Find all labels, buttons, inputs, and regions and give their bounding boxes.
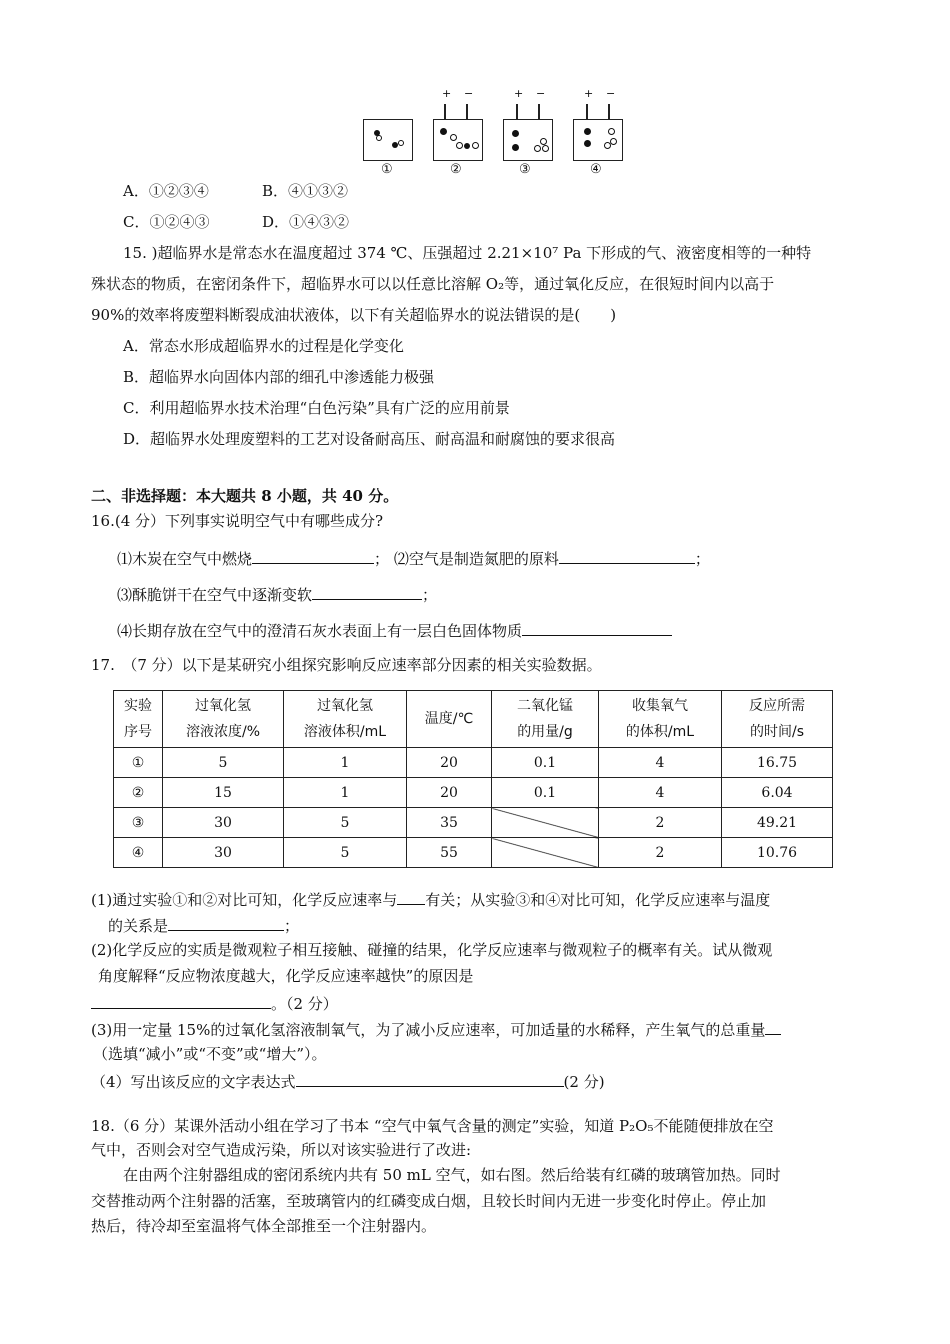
table-cell: 1 xyxy=(284,748,407,778)
q17-sub-1-line-2: 的关系是 ； xyxy=(108,914,299,936)
table-row xyxy=(114,838,833,868)
table-cell: 2 xyxy=(599,808,722,838)
table-row xyxy=(114,778,833,808)
table-cell: 2 xyxy=(599,838,722,868)
q17-sub-3-line-1: (3)用一定量 15%的过氧化氢溶液制氧气，为了减小反应速率，可加适量的水稀释，产生氧气的总重量 xyxy=(91,1018,781,1040)
q15-option-c: C．利用超临界水技术治理“白色污染”具有广泛的应用前景 xyxy=(123,399,510,417)
table-cell: 30 xyxy=(163,808,284,838)
table-cell: 49.21 xyxy=(722,808,833,838)
header-cell: 二氧化锰 的用量/g xyxy=(492,691,599,748)
table-cell: ② xyxy=(114,778,163,808)
table-cell: 6.04 xyxy=(722,778,833,808)
q18-stem-line-1: 18.（6 分）某课外活动小组在学习了书本 “空气中氧气含量的测定”实验，知道 P₂O₅不能随便排放在空 xyxy=(91,1117,774,1135)
table-cell: ③ xyxy=(114,808,163,838)
table-cell: 5 xyxy=(163,748,284,778)
header-cell: 过氧化氢 溶液浓度/% xyxy=(163,691,284,748)
q15-option-d: D．超临界水处理废塑料的工艺对设备耐高压、耐高温和耐腐蚀的要求很高 xyxy=(123,430,616,448)
q15-stem-line-1: 15. )超临界水是常态水在温度超过 374 ℃、压强超过 2.21×10⁷ Pa 下形成的气、液密度相等的一种特 xyxy=(123,244,812,262)
table-cell: 0.1 xyxy=(492,778,599,808)
table-cell: 4 xyxy=(599,748,722,778)
table-cell: 20 xyxy=(407,748,492,778)
header-cell: 过氧化氢 溶液体积/mL xyxy=(284,691,407,748)
q17-sub-4: （4）写出该反应的文字表达式 (2 分) xyxy=(91,1070,605,1092)
diagram-box-1 xyxy=(363,119,413,161)
q14-option-d: D．①④③② xyxy=(262,213,350,231)
diagram-label-2: ② xyxy=(450,162,462,177)
table-cell: 5 xyxy=(284,808,407,838)
q17-sub-2-line-1: (2)化学反应的实质是微观粒子相互接触、碰撞的结果，化学反应速率与微观粒子的概率有关。试从微观 xyxy=(91,941,773,959)
q17-sub-2-line-3: 。（2 分） xyxy=(91,992,338,1014)
table-cell: 30 xyxy=(163,838,284,868)
q15-stem-line-3: 90%的效率将废塑料断裂成油状液体，以下有关超临界水的说法错误的是( ) xyxy=(91,306,617,324)
diagram-box-4: + − xyxy=(573,119,623,161)
table-header-row xyxy=(114,691,833,748)
q14-option-a: A．①②③④ xyxy=(123,182,209,200)
table-cell: 0.1 xyxy=(492,748,599,778)
table-row xyxy=(114,808,833,838)
section-2-title: 二、非选择题：本大题共 8 小题，共 40 分。 xyxy=(91,487,399,505)
experiment-data-table xyxy=(113,690,833,868)
q15-option-a: A．常态水形成超临界水的过程是化学变化 xyxy=(123,337,404,355)
q16-part-3: ⑶酥脆饼干在空气中逐渐变软 ； xyxy=(117,583,437,605)
q15-option-b: B．超临界水向固体内部的细孔中渗透能力极强 xyxy=(123,368,435,386)
q18-stem-line-3: 在由两个注射器组成的密闭系统内共有 50 mL 空气，如右图。然后给装有红磷的玻璃管加热。同时 xyxy=(123,1166,781,1184)
q14-option-b: B．④①③② xyxy=(262,182,349,200)
table-cell: 20 xyxy=(407,778,492,808)
table-cell: 55 xyxy=(407,838,492,868)
table-cell-empty xyxy=(492,808,599,838)
diagram-label-4: ④ xyxy=(590,162,602,177)
q16-part-4: ⑷长期存放在空气中的澄清石灰水表面上有一层白色固体物质 xyxy=(117,619,672,641)
table-cell: ④ xyxy=(114,838,163,868)
header-cell: 收集氧气 的体积/mL xyxy=(599,691,722,748)
q17-sub-3-line-2: （选填“减小”或“不变”或“增大”）。 xyxy=(93,1045,327,1063)
diagram-box-3: + − xyxy=(503,119,553,161)
table-row xyxy=(114,748,833,778)
table-cell: 1 xyxy=(284,778,407,808)
table-cell: 4 xyxy=(599,778,722,808)
q16-part-1: ⑴木炭在空气中燃烧 ； ⑵空气是制造氮肥的原料 ； xyxy=(117,547,710,569)
table-cell: ① xyxy=(114,748,163,778)
diagram-label-1: ① xyxy=(381,162,393,177)
header-cell: 反应所需 的时间/s xyxy=(722,691,833,748)
table-cell: 15 xyxy=(163,778,284,808)
q15-stem-line-2: 殊状态的物质，在密闭条件下，超临界水可以以任意比溶解 O₂等，通过氧化反应，在很短时间内以高于 xyxy=(91,275,775,293)
q14-option-c: C．①②④③ xyxy=(123,213,210,231)
q16-stem: 16.(4 分）下列事实说明空气中有哪些成分? xyxy=(91,512,384,530)
table-cell: 16.75 xyxy=(722,748,833,778)
q18-stem-line-4: 交替推动两个注射器的活塞，至玻璃管内的红磷变成白烟，且较长时间内无进一步变化时停止。停止加 xyxy=(91,1192,767,1210)
q17-sub-2-line-2: 角度解释“反应物浓度越大，化学反应速率越快”的原因是 xyxy=(98,967,474,985)
diagram-box-2: + − xyxy=(433,119,483,161)
diagram-label-3: ③ xyxy=(519,162,531,177)
q17-stem: 17. （7 分）以下是某研究小组探究影响反应速率部分因素的相关实验数据。 xyxy=(91,656,602,674)
table-cell: 5 xyxy=(284,838,407,868)
q18-stem-line-5: 热后，待冷却至室温将气体全部推至一个注射器内。 xyxy=(91,1217,437,1235)
q17-sub-1-line-1: (1)通过实验①和②对比可知，化学反应速率与 有关；从实验③和④对比可知，化学反应速率与温度 xyxy=(91,888,770,910)
table-cell: 10.76 xyxy=(722,838,833,868)
header-cell: 实验 序号 xyxy=(114,691,163,748)
header-cell: 温度/℃ xyxy=(407,691,492,748)
q18-stem-line-2: 气中，否则会对空气造成污染，所以对该实验进行了改进: xyxy=(91,1141,472,1159)
table-cell: 35 xyxy=(407,808,492,838)
table-cell-empty xyxy=(492,838,599,868)
